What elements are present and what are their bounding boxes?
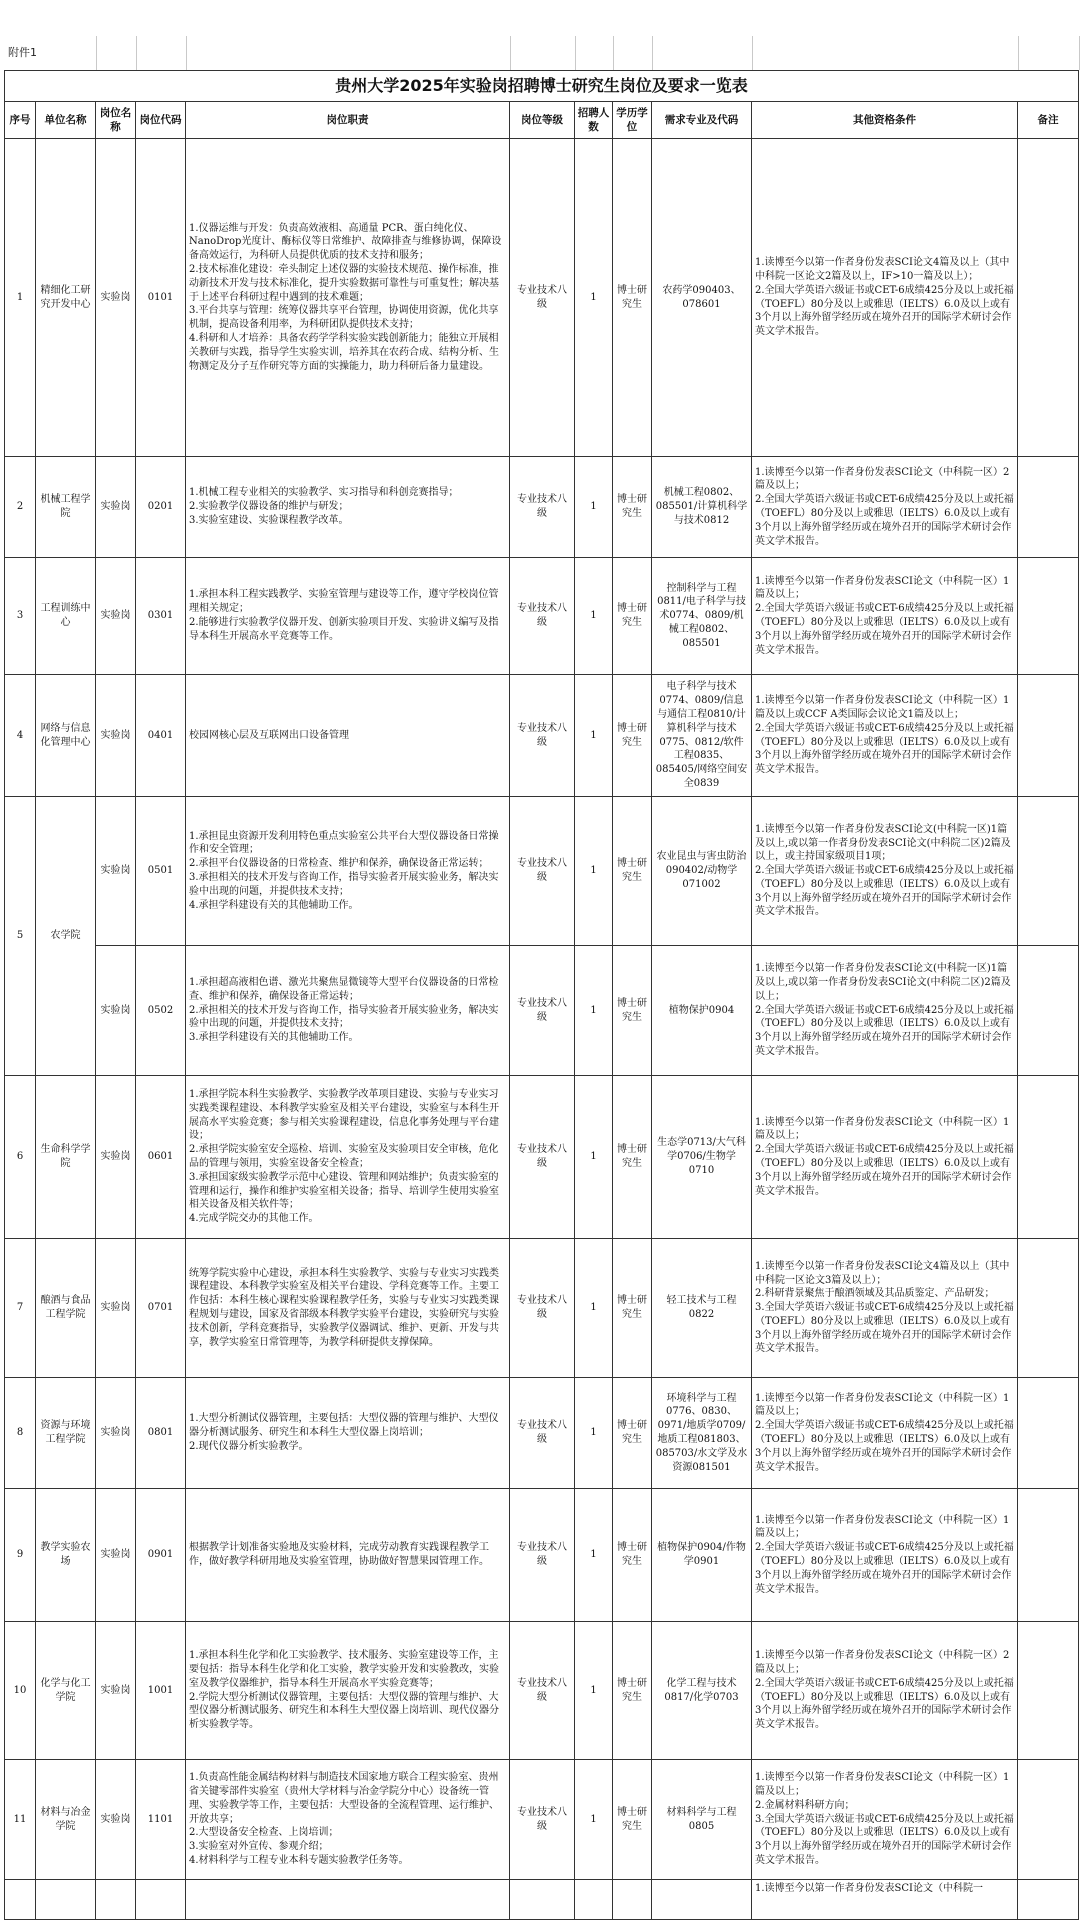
cell-degree: 博士研究生: [613, 675, 652, 797]
cell-count: 1: [575, 457, 613, 558]
cell-degree: 博士研究生: [613, 1076, 652, 1239]
table-row: [5, 1622, 1079, 1760]
table-row: [5, 1076, 1079, 1239]
cell-duty: 校园网核心层及互联网出口设备管理: [186, 675, 510, 797]
sheet-gridlines: [0, 36, 1080, 70]
table-row: [5, 1239, 1079, 1378]
cell-major: 轻工技术与工程0822: [652, 1239, 752, 1378]
cell-post: 实验岗: [96, 1489, 136, 1622]
table-title: 贵州大学2025年实验岗招聘博士研究生岗位及要求一览表: [5, 71, 1079, 102]
cell-code: 1101: [136, 1760, 186, 1880]
table-row: [5, 797, 1079, 946]
cell-major: 化学工程与技术0817/化学0703: [652, 1622, 752, 1760]
cell-level: 专业技术八级: [510, 1489, 575, 1622]
cell-note: [1018, 1489, 1079, 1622]
cell-unit: 农学院: [36, 797, 96, 1076]
table-row: [5, 675, 1079, 797]
cell-code: 0301: [136, 558, 186, 675]
cell-major: 环境科学与工程0776、0830、0971/地质学0709/地质工程081803、085703/水文学及水资源081501: [652, 1378, 752, 1489]
cell-other: 1.读博至今以第一作者身份发表SCI论文4篇及以上（其中中科院一区论文3篇及以上）； 2.科研背景聚焦于酿酒领域及其品质鉴定、产品研发； 3.全国大学英语六级证书或CET-6成绩425分及以上或托福（TOEFL）80分及以上或雅思（IELTS）6.0及以上或有3个月以上海外留学经历或在境外召开的国际学术研讨会作英文学术报告。: [752, 1239, 1018, 1378]
table-row: [5, 457, 1079, 558]
cell-no: 10: [5, 1622, 36, 1760]
cell-degree: 博士研究生: [613, 946, 652, 1076]
cell-degree: 博士研究生: [613, 139, 652, 457]
cell-other: 1.读博至今以第一作者身份发表SCI论文（中科院一区）1篇及以上； 2.全国大学英语六级证书或CET-6成绩425分及以上或托福（TOEFL）80分及以上或雅思（IELTS）6.0及以上或有3个月以上海外留学经历或在境外召开的国际学术研讨会作英文学术报告。: [752, 1378, 1018, 1489]
table-row: [5, 946, 1079, 1076]
cell-post: 实验岗: [96, 1076, 136, 1239]
cell-degree: 博士研究生: [613, 797, 652, 946]
cell-other: 1.读博至今以第一作者身份发表SCI论文（中科院一区）1篇及以上或CCF A类国际会议论文1篇及以上； 2.全国大学英语六级证书或CET-6成绩425分及以上或托福（TOEFL）80分及以上或雅思（IELTS）6.0及以上或有3个月以上海外留学经历或在境外召开的国际学术研讨会作英文学术报告。: [752, 675, 1018, 797]
attachment-label: 附件1: [8, 46, 37, 59]
cell-no: 1: [5, 139, 36, 457]
cell-count: 1: [575, 675, 613, 797]
cell-unit: 材料与冶金学院: [36, 1760, 96, 1880]
cell-count: 1: [575, 1622, 613, 1760]
cell-level: 专业技术八级: [510, 1378, 575, 1489]
cell-no: 6: [5, 1076, 36, 1239]
cell-count: [575, 1880, 613, 1920]
cell-other: 1.读博至今以第一作者身份发表SCI论文(中科院一区)1篇及以上,或以第一作者身份发表SCI论文(中科院二区)2篇及以上； 2.全国大学英语六级证书或CET-6成绩425分及以上或托福（TOEFL）80分及以上或雅思（IELTS）6.0及以上或有3个月以上海外留学经历或在境外召开的国际学术研讨会作英文学术报告。: [752, 946, 1018, 1076]
table-row: [5, 558, 1079, 675]
cell-unit: 网络与信息化管理中心: [36, 675, 96, 797]
cell-note: [1018, 797, 1079, 946]
cell-no: 11: [5, 1760, 36, 1880]
cell-no: 8: [5, 1378, 36, 1489]
cell-level: 专业技术八级: [510, 558, 575, 675]
header-no: 序号: [5, 102, 36, 139]
cell-level: 专业技术八级: [510, 139, 575, 457]
cell-level: 专业技术八级: [510, 675, 575, 797]
cell-count: 1: [575, 1489, 613, 1622]
cell-other: 1.读博至今以第一作者身份发表SCI论文（中科院一区）1篇及以上； 2.全国大学英语六级证书或CET-6成绩425分及以上或托福（TOEFL）80分及以上或雅思（IELTS）6.0及以上或有3个月以上海外留学经历或在境外召开的国际学术研讨会作英文学术报告。: [752, 1489, 1018, 1622]
cell-major: 机械工程0802、085501/计算机科学与技术0812: [652, 457, 752, 558]
table-row: [5, 1489, 1079, 1622]
cell-unit: 化学与化工学院: [36, 1622, 96, 1760]
cell-unit: 机械工程学院: [36, 457, 96, 558]
cell-major: [652, 1880, 752, 1920]
cell-note: [1018, 1378, 1079, 1489]
cell-level: 专业技术八级: [510, 946, 575, 1076]
cell-no: 3: [5, 558, 36, 675]
cell-major: 农业昆虫与害虫防治090402/动物学071002: [652, 797, 752, 946]
cell-code: 0901: [136, 1489, 186, 1622]
cell-degree: 博士研究生: [613, 558, 652, 675]
cell-unit: 资源与环境工程学院: [36, 1378, 96, 1489]
cell-post: 实验岗: [96, 797, 136, 946]
table-row: [5, 1378, 1079, 1489]
cell-code: 0701: [136, 1239, 186, 1378]
header-unit: 单位名称: [36, 102, 96, 139]
cell-other: 1.读博至今以第一作者身份发表SCI论文（中科院一区）2篇及以上； 2.全国大学英语六级证书或CET-6成绩425分及以上或托福（TOEFL）80分及以上或雅思（IELTS）6.0及以上或有3个月以上海外留学经历或在境外召开的国际学术研讨会作英文学术报告。: [752, 1622, 1018, 1760]
cell-note: [1018, 946, 1079, 1076]
header-major: 需求专业及代码: [652, 102, 752, 139]
cell-unit: 生命科学学院: [36, 1076, 96, 1239]
cell-level: 专业技术八级: [510, 797, 575, 946]
header-post: 岗位名称: [96, 102, 136, 139]
cell-degree: 博士研究生: [613, 1622, 652, 1760]
recruitment-table: [4, 70, 1079, 1920]
header-level: 岗位等级: [510, 102, 575, 139]
cell-post: [96, 1880, 136, 1920]
table-row: [5, 1880, 1079, 1920]
cell-code: 0502: [136, 946, 186, 1076]
cell-other: 1.读博至今以第一作者身份发表SCI论文（中科院一: [752, 1880, 1018, 1920]
cell-count: 1: [575, 139, 613, 457]
header-degree: 学历学位: [613, 102, 652, 139]
cell-no: 7: [5, 1239, 36, 1378]
cell-note: [1018, 558, 1079, 675]
cell-note: [1018, 675, 1079, 797]
cell-count: 1: [575, 558, 613, 675]
cell-post: 实验岗: [96, 1760, 136, 1880]
cell-count: 1: [575, 1076, 613, 1239]
cell-degree: 博士研究生: [613, 457, 652, 558]
cell-duty: 1.承担昆虫资源开发利用特色重点实验室公共平台大型仪器设备日常操作和安全管理； 2.承担平台仪器设备的日常检查、维护和保养，确保设备正常运转； 3.承担相关的技术开发与咨询工作，指导实验者开展实验业务，解决实验中出现的问题，并提供技术支持； 4.承担学科建设有关的其他辅助工作。: [186, 797, 510, 946]
cell-degree: 博士研究生: [613, 1489, 652, 1622]
cell-post: 实验岗: [96, 675, 136, 797]
cell-duty: 1.承担超高液相色谱、激光共聚焦显微镜等大型平台仪器设备的日常检查、维护和保养，确保设备正常运转； 2.承担相关的技术开发与咨询工作，指导实验者开展实验业务，解决实验中出现的问题，并提供技术支持； 3.承担学科建设有关的其他辅助工作。: [186, 946, 510, 1076]
cell-no: 4: [5, 675, 36, 797]
cell-post: 实验岗: [96, 946, 136, 1076]
cell-no: 5: [5, 797, 36, 1076]
cell-duty: 1.负责高性能金属结构材料与制造技术国家地方联合工程实验室、贵州省关键零部件实验室（贵州大学材料与冶金学院分中心）设备统一管理、实验教学等工作，主要包括：大型设备的全流程管理、运行维护、开放共享； 2.大型设备安全检查、上岗培训； 3.实验室对外宣传、参观介绍； 4.材料科学与工程专业本科专题实验教学任务等。: [186, 1760, 510, 1880]
cell-degree: 博士研究生: [613, 1760, 652, 1880]
cell-major: 植物保护0904/作物学0901: [652, 1489, 752, 1622]
cell-post: 实验岗: [96, 1378, 136, 1489]
cell-code: 0201: [136, 457, 186, 558]
cell-no: 9: [5, 1489, 36, 1622]
cell-count: 1: [575, 946, 613, 1076]
cell-note: [1018, 139, 1079, 457]
header-count: 招聘人数: [575, 102, 613, 139]
cell-duty: 根据教学计划准备实验地及实验材料，完成劳动教育实践课程教学工作，做好教学科研用地及实验室管理，协助做好智慧果园管理工作。: [186, 1489, 510, 1622]
cell-no: 2: [5, 457, 36, 558]
cell-duty: 1.承担本科生化学和化工实验教学、技术服务、实验室建设等工作，主要包括：指导本科生化学和化工实验，教学实验开发和实验教改，实验室及教学仪器维护，指导本科生开展高水平实验竞赛等； 2.学院大型分析测试仪器管理，主要包括：大型仪器的管理与维护、大型仪器分析测试服务、研究生和本科生大型仪器上岗培训、现代仪器分析实验教学等。: [186, 1622, 510, 1760]
cell-unit: 工程训练中心: [36, 558, 96, 675]
cell-post: 实验岗: [96, 558, 136, 675]
cell-post: 实验岗: [96, 1622, 136, 1760]
cell-unit: 精细化工研究开发中心: [36, 139, 96, 457]
cell-duty: [186, 1880, 510, 1920]
cell-unit: 教学实验农场: [36, 1489, 96, 1622]
cell-post: 实验岗: [96, 1239, 136, 1378]
cell-major: 生态学0713/大气科学0706/生物学0710: [652, 1076, 752, 1239]
cell-duty: 1.仪器运维与开发：负责高效液相、高通量 PCR、蛋白纯化仪、NanoDrop光度计、酶标仪等日常维护、故障排查与维修协调，保障设备高效运行，为科研人员提供优质的技术支持和服务； 2.技术标准化建设：牵头制定上述仪器的实验技术规范、操作标准，推动新技术开发与技术标准化，提升实验数据可靠性与可重复性；解决基于上述平台科研过程中遇到的技术难题； 3.平台共享与管理：统筹仪器共享平台管理，协调使用资源，优化共享机制，提高设备利用率，为科研团队提供技术支持； 4.科研和人才培养：具备农药学学科实验实践创新能力；能独立开展相关教研与实践，指导学生实验实训，培养其在农药合成、结构分析、生物测定及分子互作研究等方面的实操能力，助力科研后备力量建设。: [186, 139, 510, 457]
cell-degree: 博士研究生: [613, 1239, 652, 1378]
cell-unit: [36, 1880, 96, 1920]
cell-count: 1: [575, 1760, 613, 1880]
cell-code: 0501: [136, 797, 186, 946]
cell-level: 专业技术八级: [510, 1239, 575, 1378]
cell-note: [1018, 1760, 1079, 1880]
cell-major: 农药学090403、078601: [652, 139, 752, 457]
title-row: [5, 71, 1079, 102]
cell-note: [1018, 1622, 1079, 1760]
cell-count: 1: [575, 1239, 613, 1378]
cell-note: [1018, 457, 1079, 558]
header-row: [5, 102, 1079, 139]
cell-code: 0401: [136, 675, 186, 797]
cell-code: 0101: [136, 139, 186, 457]
table-row: [5, 139, 1079, 457]
cell-code: 0801: [136, 1378, 186, 1489]
cell-no: [5, 1880, 36, 1920]
cell-other: 1.读博至今以第一作者身份发表SCI论文（中科院一区）1篇及以上； 2.全国大学英语六级证书或CET-6成绩425分及以上或托福（TOEFL）80分及以上或雅思（IELTS）6.0及以上或有3个月以上海外留学经历或在境外召开的国际学术研讨会作英文学术报告。: [752, 1076, 1018, 1239]
cell-level: 专业技术八级: [510, 1076, 575, 1239]
cell-other: 1.读博至今以第一作者身份发表SCI论文（中科院一区）1篇及以上； 2.全国大学英语六级证书或CET-6成绩425分及以上或托福（TOEFL）80分及以上或雅思（IELTS）6.0及以上或有3个月以上海外留学经历或在境外召开的国际学术研讨会作英文学术报告。: [752, 558, 1018, 675]
cell-duty: 1.机械工程专业相关的实验教学、实习指导和科创竞赛指导； 2.实验教学仪器设备的维护与研发； 3.实验室建设、实验课程教学改革。: [186, 457, 510, 558]
cell-code: 1001: [136, 1622, 186, 1760]
cell-code: 0601: [136, 1076, 186, 1239]
cell-other: 1.读博至今以第一作者身份发表SCI论文(中科院一区)1篇及以上,或以第一作者身份发表SCI论文(中科院二区)2篇及以上，或主持国家级项目1项； 2.全国大学英语六级证书或CET-6成绩425分及以上或托福（TOEFL）80分及以上或雅思（IELTS）6.0及以上或有3个月以上海外留学经历或在境外召开的国际学术研讨会作英文学术报告。: [752, 797, 1018, 946]
cell-post: 实验岗: [96, 457, 136, 558]
cell-duty: 1.承担学院本科生实验教学、实验教学改革项目建设、实验与专业实习实践类课程建设、本科教学实验室及相关平台建设，实验室与本科生开展高水平实验竞赛；参与相关实验课程建设，信息化事务处理与平台建设； 2.承担学院实验室安全巡检、培训、实验室及实验项目安全审核，危化品的管理与领用，实验室设备安全检查； 3.承担国家级实验教学示范中心建设、管理和网站维护；负责实验室的管理和运行，操作和维护实验室相关设备；指导、培训学生使用实验室相关设备及相关软件等； 4.完成学院交办的其他工作。: [186, 1076, 510, 1239]
cell-note: [1018, 1880, 1079, 1920]
cell-other: 1.读博至今以第一作者身份发表SCI论文（中科院一区）1篇及以上； 2.金属材料科研方向； 3.全国大学英语六级证书或CET-6成绩425分及以上或托福（TOEFL）80分及以上或雅思（IELTS）6.0及以上或有3个月以上海外留学经历或在境外召开的国际学术研讨会作英文学术报告。: [752, 1760, 1018, 1880]
cell-note: [1018, 1076, 1079, 1239]
cell-duty: 1.承担本科工程实践教学、实验室管理与建设等工作，遵守学校岗位管理相关规定； 2.能够进行实验教学仪器开发、创新实验项目开发、实验讲义编写及指导本科生开展高水平竞赛等工作。: [186, 558, 510, 675]
cell-major: 控制科学与工程0811/电子科学与技术0774、0809/机械工程0802、085501: [652, 558, 752, 675]
cell-level: 专业技术八级: [510, 457, 575, 558]
cell-note: [1018, 1239, 1079, 1378]
cell-code: [136, 1880, 186, 1920]
cell-unit: 酿酒与食品工程学院: [36, 1239, 96, 1378]
cell-major: 植物保护0904: [652, 946, 752, 1076]
cell-degree: [613, 1880, 652, 1920]
cell-post: 实验岗: [96, 139, 136, 457]
cell-level: 专业技术八级: [510, 1622, 575, 1760]
cell-duty: 1.大型分析测试仪器管理，主要包括：大型仪器的管理与维护、大型仪器分析测试服务、研究生和本科生大型仪器上岗培训； 2.现代仪器分析实验教学。: [186, 1378, 510, 1489]
cell-count: 1: [575, 1378, 613, 1489]
table-row: [5, 1760, 1079, 1880]
cell-major: 电子科学与技术0774、0809/信息与通信工程0810/计算机科学与技术0775、0812/软件工程0835、085405/网络空间安全0839: [652, 675, 752, 797]
header-code: 岗位代码: [136, 102, 186, 139]
cell-level: [510, 1880, 575, 1920]
header-note: 备注: [1018, 102, 1079, 139]
cell-major: 材料科学与工程0805: [652, 1760, 752, 1880]
cell-duty: 统筹学院实验中心建设，承担本科生实验教学、实验与专业实习实践类课程建设、本科教学实验室及相关平台建设、学科竞赛等工作。主要工作包括：本科生核心课程实验课程教学任务，实验与专业实习实践类课程规划与建设，国家及省部级本科教学实验平台建设，实验研究与实验技术创新，学科竞赛指导，实验教学仪器调试、维护、更新、开发与共享，教学实验室日常管理等，为教学科研提供支撑保障。: [186, 1239, 510, 1378]
cell-count: 1: [575, 797, 613, 946]
cell-other: 1.读博至今以第一作者身份发表SCI论文4篇及以上（其中中科院一区论文2篇及以上，IF>10一篇及以上）； 2.全国大学英语六级证书或CET-6成绩425分及以上或托福（TOEFL）80分及以上或雅思（IELTS）6.0及以上或有3个月以上海外留学经历或在境外召开的国际学术研讨会作英文学术报告。: [752, 139, 1018, 457]
header-other: 其他资格条件: [752, 102, 1018, 139]
cell-other: 1.读博至今以第一作者身份发表SCI论文（中科院一区）2篇及以上； 2.全国大学英语六级证书或CET-6成绩425分及以上或托福（TOEFL）80分及以上或雅思（IELTS）6.0及以上或有3个月以上海外留学经历或在境外召开的国际学术研讨会作英文学术报告。: [752, 457, 1018, 558]
cell-level: 专业技术八级: [510, 1760, 575, 1880]
cell-degree: 博士研究生: [613, 1378, 652, 1489]
header-duty: 岗位职责: [186, 102, 510, 139]
